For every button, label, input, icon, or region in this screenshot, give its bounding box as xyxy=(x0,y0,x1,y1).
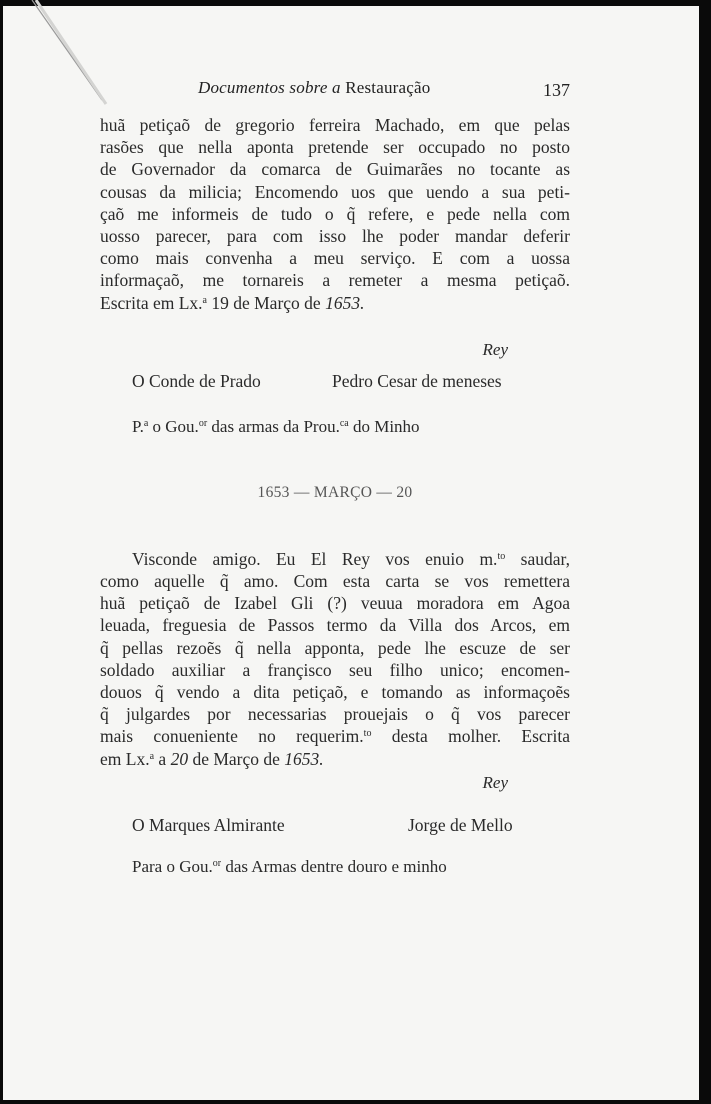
text-line: huã petiçaõ de Izabel Gli (?) veuua moradora em Agoa xyxy=(100,593,570,614)
page-number: 137 xyxy=(543,80,570,100)
addressee-line: Para o Gou.$^{or}$ das Armas dentre douro e minho xyxy=(132,856,447,876)
text-line: leuada, freguesia de Passos termo da Villa dos Arcos, em xyxy=(100,615,570,636)
signature-rey: Rey xyxy=(482,772,508,792)
scan-border-right xyxy=(699,0,711,1104)
signatories-row xyxy=(100,371,570,395)
signatory-left: O Conde de Prado xyxy=(132,370,261,391)
page-content xyxy=(100,74,570,877)
running-head xyxy=(100,74,570,108)
text-line: Visconde amigo. Eu El Rey vos enuio m.$^{to}$ saudar, xyxy=(132,548,570,569)
addressee-line: P.$^a$ o Gou.$^{or}$ das armas da Prou.$^{ca}$ do Minho xyxy=(132,416,420,436)
signatory-right: Jorge de Mello xyxy=(408,814,513,835)
date-heading: 1653 — MARÇO — 20 xyxy=(257,483,413,501)
scan-border-bottom xyxy=(0,1100,711,1104)
text-line: q̃ pellas rezoẽs q̃ nella apponta, pede lhe escuze de ser xyxy=(100,637,570,658)
text-line: q̃ julgardes por necessarias prouejais o q̃ vos parecer xyxy=(100,704,570,725)
text-line: mais conueniente no requerim.$^{to}$ desta molher. Escrita xyxy=(100,726,570,747)
text-line: cousas da milicia; Encomendo uos que uendo a sua peti- xyxy=(100,181,570,202)
text-line: de Governador da comarca de Guimarães no tocante as xyxy=(100,159,570,180)
text-line: huã petiçaõ de gregorio ferreira Machado, em que pelas xyxy=(100,115,570,135)
text-line: como mais convenha a meu serviço. E com a uossa xyxy=(100,248,570,269)
signature-rey: Rey xyxy=(482,339,508,359)
text-line: como aquelle q̃ amo. Com esta carta se vos remettera xyxy=(100,571,570,592)
running-title: Documentos sobre a Restauração xyxy=(198,78,431,97)
signatories-row xyxy=(100,815,570,839)
closing-line: em Lx.$^a$ a 20 de Março de 1653. xyxy=(100,748,324,769)
signatory-right: Pedro Cesar de meneses xyxy=(332,370,502,391)
text-line: çaõ me informeis de tudo o q̃ refere, e pede nella com xyxy=(100,203,570,224)
text-line: soldado auxiliar a françisco seu filho unico; encomen- xyxy=(100,659,570,680)
text-line: uosso parecer, para com isso lhe poder mandar deferir xyxy=(100,226,570,247)
text-line: rasões que nella aponta pretende ser occupado no posto xyxy=(100,137,570,158)
text-line: douos q̃ vendo a dita petiçaõ, e tomando as informaçoẽs xyxy=(100,682,570,703)
text-line: informaçaõ, me tornareis a remeter a mesma petiçaõ. xyxy=(100,270,570,291)
page-fold-crease xyxy=(30,0,110,110)
letter-1-body xyxy=(100,114,570,314)
signatory-left: O Marques Almirante xyxy=(132,814,285,835)
letter-2-body xyxy=(100,548,570,770)
closing-line: Escrita em Lx.$^a$ 19 de Março de 1653. xyxy=(100,292,365,313)
scan-border-left xyxy=(0,0,3,1104)
